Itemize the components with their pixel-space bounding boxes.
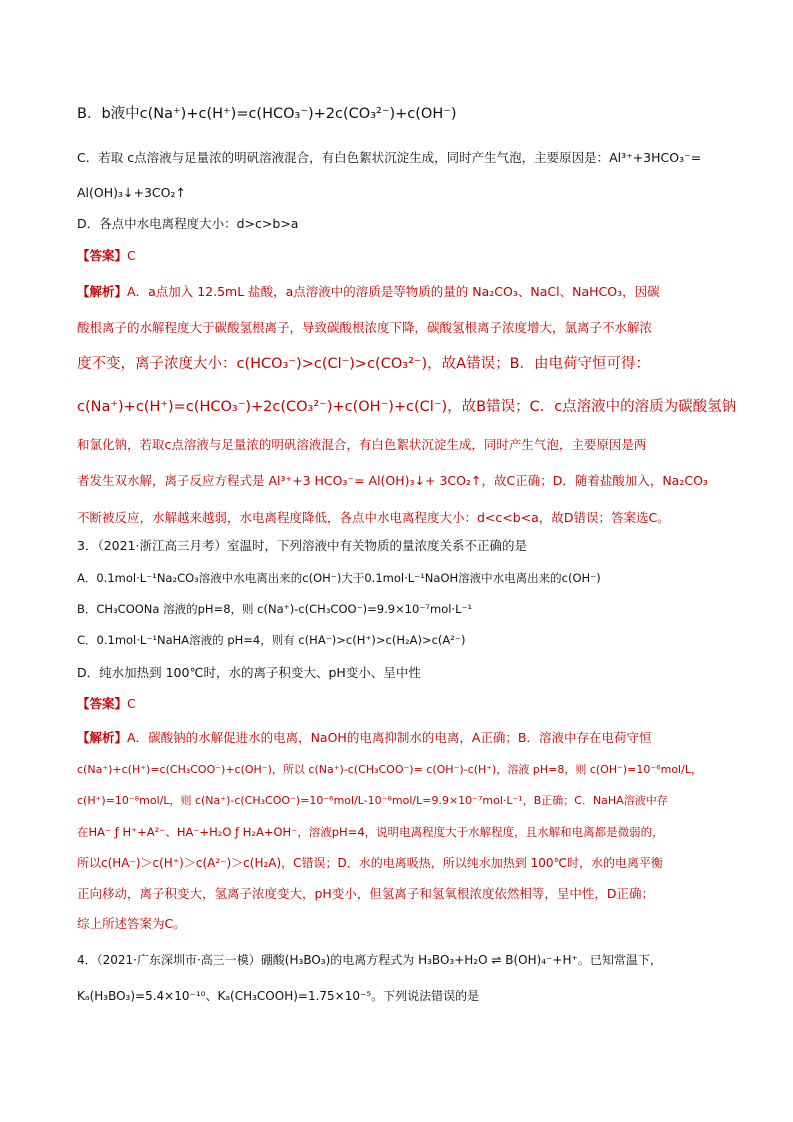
q2-analysis-line7: 不断被反应，水解越来越弱，水电离程度降低，各点中水电离程度大小：d<c<b<a，故D错误；答案选C。	[77, 510, 670, 525]
q2-analysis-line1	[77, 282, 660, 302]
q2-answer	[77, 246, 136, 266]
q2-option-d: D．各点中水电离程度大小：d>c>b>a	[77, 216, 299, 231]
q4-stem-line2: Kₐ(H₃BO₃)=5.4×10⁻¹⁰、Kₐ(CH₃COOH)=1.75×10⁻⁵。下列说法错误的是	[77, 989, 480, 1003]
analysis-tag: 【解析】	[77, 730, 128, 745]
q3-analysis-line5: 所以c(HA⁻)＞c(H⁺)＞c(A²⁻)＞c(H₂A)，C错误；D．水的电离吸热，所以纯水加热到 100℃时，水的电离平衡	[77, 856, 663, 870]
q3-stem: 3．（2021·浙江高三月考）室温时，下列溶液中有关物质的量浓度关系不正确的是	[77, 538, 527, 553]
q2-option-c-line2: Al(OH)₃↓+3CO₂↑	[77, 185, 186, 200]
answer-value: C	[127, 248, 136, 263]
q3-option-d: D．纯水加热到 100℃时，水的离子积变大、pH变小、呈中性	[77, 665, 421, 680]
q4-stem-line1: 4．（2021·广东深圳市·高三一模）硼酸(H₃BO₃)的电离方程式为 H₃BO₃+H₂O ⇌ B(OH)₄⁻+H⁺。已知常温下，	[77, 953, 662, 967]
q3-analysis-line2: c(Na⁺)+c(H⁺)=c(CH₃COO⁻)+c(OH⁻)，所以 c(Na⁺)-c(CH₃COO⁻)= c(OH⁻)-c(H⁺)，溶液 pH=8，则 c(OH⁻)=10⁻⁶mol/L，	[77, 763, 702, 776]
q3-analysis-line4: 在HA⁻ ƒ H⁺+A²⁻、HA⁻+H₂O ƒ H₂A+OH⁻，溶液pH=4，说明电离程度大于水解程度，且水解和电离都是微弱的，	[77, 825, 664, 839]
q3-analysis-line6: 正向移动，离子积变大，氢离子浓度变大，pH变小，但氢离子和氢氧根浓度依然相等，呈中性，D正确；	[77, 886, 654, 901]
analysis-tag: 【解析】	[77, 284, 128, 299]
q2-analysis-line5: 和氯化钠，若取c点溶液与足量浓的明矾溶液混合，有白色絮状沉淀生成，同时产生气泡，主要原因是两	[77, 437, 647, 452]
q2-analysis-line6: 者发生双水解，离子反应方程式是 Al³⁺+3 HCO₃⁻= Al(OH)₃↓+ 3CO₂↑，故C正确；D．随着盐酸加入，Na₂CO₃	[77, 473, 708, 488]
q3-answer	[77, 694, 136, 714]
analysis-text: A．a点加入 12.5mL 盐酸，a点溶液中的溶质是等物质的量的 Na₂CO₃、NaCl、NaHCO₃，因碳	[127, 284, 660, 299]
q2-option-b: B．b液中c(Na⁺)+c(H⁺)=c(HCO₃⁻)+2c(CO₃²⁻)+c(OH⁻)	[77, 106, 457, 122]
q3-option-b: B．CH₃COONa 溶液的pH=8，则 c(Na⁺)-c(CH₃COO⁻)=9.9×10⁻⁷mol·L⁻¹	[77, 602, 473, 616]
q3-option-a: A．0.1mol·L⁻¹Na₂CO₃溶液中水电离出来的c(OH⁻)大于0.1mol·L⁻¹NaOH溶液中水电离出来的c(OH⁻)	[77, 571, 601, 585]
q2-analysis-line3: 度不变，离子浓度大小：c(HCO₃⁻)>c(Cl⁻)>c(CO₃²⁻)，故A错误；B．由电荷守恒可得：	[77, 356, 651, 372]
q3-analysis-line1	[77, 728, 651, 748]
q3-analysis-line7: 综上所述答案为C。	[77, 916, 186, 931]
answer-tag: 【答案】	[77, 696, 128, 711]
q3-option-c: C．0.1mol·L⁻¹NaHA溶液的 pH=4，则有 c(HA⁻)>c(H⁺)>c(H₂A)>c(A²⁻)	[77, 633, 466, 647]
answer-value: C	[127, 696, 136, 711]
q2-option-c-line1: C．若取 c点溶液与足量浓的明矾溶液混合，有白色絮状沉淀生成，同时产生气泡，主要原因是：Al³⁺+3HCO₃⁻=	[77, 150, 702, 165]
q2-analysis-line4: c(Na⁺)+c(H⁺)=c(HCO₃⁻)+2c(CO₃²⁻)+c(OH⁻)+c(Cl⁻)，故B错误；C．c点溶液中的溶质为碳酸氢钠	[77, 399, 737, 415]
q2-analysis-line2: 酸根离子的水解程度大于碳酸氢根离子，导致碳酸根浓度下降，碳酸氢根离子浓度增大，氯离子不水解浓	[77, 320, 653, 335]
analysis-text: A．碳酸钠的水解促进水的电离，NaOH的电离抑制水的电离，A正确；B．溶液中存在电荷守恒	[127, 730, 652, 745]
answer-tag: 【答案】	[77, 248, 128, 263]
q3-analysis-line3: c(H⁺)=10⁻⁸mol/L，则 c(Na⁺)-c(CH₃COO⁻)=10⁻⁶mol/L-10⁻⁸mol/L=9.9×10⁻⁷mol·L⁻¹，B正确；C．NaHA溶液中存	[77, 794, 668, 807]
